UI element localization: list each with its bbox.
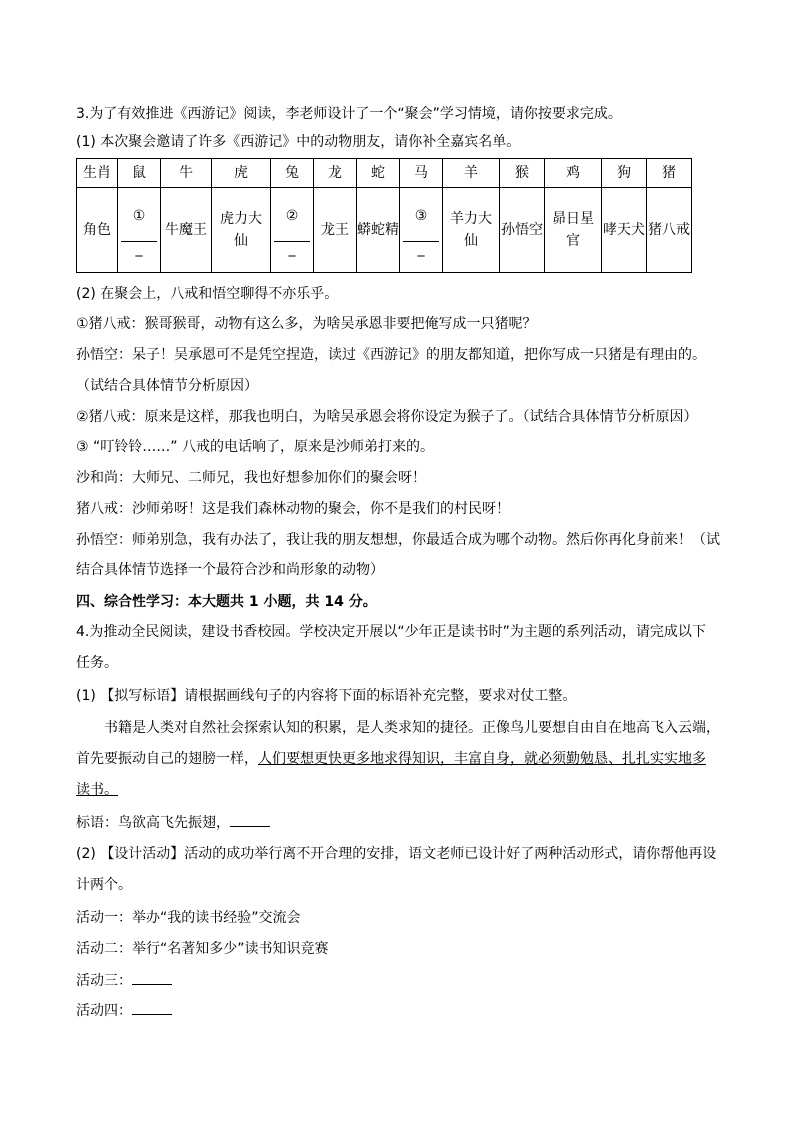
role-row	[77, 188, 692, 273]
role-cell: 哮天犬	[602, 188, 647, 273]
passage-line: 书籍是人类对自然社会探索认知的积累，是人类求知的捷径。正像鸟儿要想自由自在地高飞入云端，	[104, 720, 720, 736]
role-cell: 龙王	[314, 188, 357, 273]
section-heading: 四、综合性学习：本大题共 1 小题，共 14 分。	[76, 594, 377, 610]
dialogue-line: 孙悟空：师弟别急，我有办法了，我让我的朋友想想，你最适合成为哪个动物。然后你再化身前来！（试	[76, 532, 720, 548]
q4-part2-cont: 计两个。	[76, 877, 132, 893]
passage-line: 首先要振动自己的翅膀一样，人们要想更快更多地求得知识，丰富自身，就必须勤勉恳、扎扎实实地多	[76, 751, 706, 767]
zodiac-cell: 兔	[271, 159, 314, 188]
dialogue-line: ①猪八戒：猴哥猴哥，动物有这么多，为啥吴承恩非要把俺写成一只猪呢？	[76, 316, 537, 332]
slogan-line: 标语：鸟欲高飞先振翅，	[76, 812, 270, 833]
role-cell-blank: ③ _	[400, 188, 443, 273]
q4-part2: (2) 【设计活动】活动的成功举行离不开合理的安排，语文老师已设计好了两种活动形式，请你帮他再设	[76, 846, 717, 862]
role-cell: 昴日星官	[545, 188, 602, 273]
zodiac-header: 生肖	[77, 159, 118, 188]
activity-item: 活动四：	[76, 1000, 172, 1021]
role-header: 角色	[77, 188, 118, 273]
underlined-sentence-end: 读书。	[76, 782, 118, 798]
role-cell: 羊力大仙	[443, 188, 500, 273]
answer-blank[interactable]	[121, 227, 157, 242]
q3-part2: (2) 在聚会上，八戒和悟空聊得不亦乐乎。	[76, 286, 339, 302]
role-cell-blank: ① _	[118, 188, 161, 273]
role-cell: 猪八戒	[647, 188, 692, 273]
blank-marker: ②	[285, 207, 299, 224]
zodiac-row	[77, 159, 692, 188]
activity-item: 活动三：	[76, 970, 172, 991]
answer-blank[interactable]	[230, 812, 270, 827]
blank-marker: ①	[132, 207, 146, 224]
dialogue-line: 猪八戒：沙师弟呀！这是我们森林动物的聚会，你不是我们的村民呀！	[76, 501, 510, 517]
dialogue-line: ②猪八戒：原来是这样，那我也明白，为啥吴承恩会将你设定为猴子了。（试结合具体情节分析原因）	[76, 409, 698, 425]
answer-blank[interactable]	[132, 1000, 172, 1015]
blank-marker: ③	[414, 207, 428, 224]
zodiac-cell: 牛	[161, 159, 212, 188]
answer-blank[interactable]	[132, 970, 172, 985]
dialogue-line: ③ “叮铃铃……” 八戒的电话响了，原来是沙师弟打来的。	[76, 439, 434, 455]
q4-part1: (1) 【拟写标语】请根据画线句子的内容将下面的标语补充完整，要求对仗工整。	[76, 688, 577, 704]
zodiac-cell: 龙	[314, 159, 357, 188]
role-cell: 蟒蛇精	[357, 188, 400, 273]
q4-intro: 4.为推动全民阅读，建设书香校园。学校决定开展以“少年正是读书时”为主题的系列活动，请完成以下	[76, 624, 706, 640]
zodiac-cell: 鼠	[118, 159, 161, 188]
zodiac-cell: 鸡	[545, 159, 602, 188]
zodiac-cell: 羊	[443, 159, 500, 188]
dialogue-line: 结合具体情节选择一个最符合沙和尚形象的动物）	[76, 562, 384, 578]
q4-intro-cont: 任务。	[76, 655, 118, 671]
q3-intro: 3.为了有效推进《西游记》阅读，李老师设计了一个“聚会”学习情境，请你按要求完成。	[76, 106, 622, 122]
zodiac-cell: 猴	[500, 159, 545, 188]
guest-table	[76, 158, 692, 273]
dialogue-line: （试结合具体情节分析原因）	[76, 378, 258, 394]
dialogue-line: 孙悟空：呆子！吴承恩可不是凭空捏造，读过《西游记》的朋友都知道，把你写成一只猪是有理由的。	[76, 347, 706, 363]
role-cell-blank: ② _	[271, 188, 314, 273]
dialogue-line: 沙和尚：大师兄、二师兄，我也好想参加你们的聚会呀！	[76, 470, 426, 486]
zodiac-cell: 猪	[647, 159, 692, 188]
role-cell: 牛魔王	[161, 188, 212, 273]
role-cell: 虎力大仙	[212, 188, 271, 273]
zodiac-cell: 狗	[602, 159, 647, 188]
zodiac-cell: 马	[400, 159, 443, 188]
q3-part1: (1) 本次聚会邀请了许多《西游记》中的动物朋友，请你补全嘉宾名单。	[76, 134, 521, 150]
answer-blank[interactable]	[274, 227, 310, 242]
activity-item: 活动二：举行“名著知多少”读书知识竞赛	[76, 941, 329, 957]
zodiac-cell: 蛇	[357, 159, 400, 188]
zodiac-cell: 虎	[212, 159, 271, 188]
activity-item: 活动一：举办“我的读书经验”交流会	[76, 910, 301, 926]
role-cell: 孙悟空	[500, 188, 545, 273]
underlined-sentence: 人们要想更快更多地求得知识，丰富自身，就必须勤勉恳、扎扎实实地多	[258, 751, 706, 767]
answer-blank[interactable]	[403, 227, 439, 242]
